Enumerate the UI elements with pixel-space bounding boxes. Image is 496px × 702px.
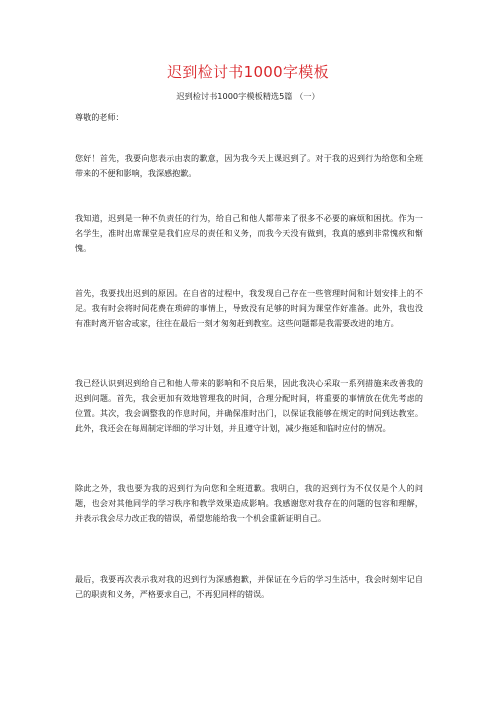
paragraph-5: 除此之外，我也要为我的迟到行为向您和全班道歉。我明白，我的迟到行为不仅仅是个人的问题，也会对其他同学的学习秩序和教学效果造成影响。我感谢您对我存在的问题的包容和理解，并表示我会尽力改正我的错误，希望您能给我一个机会重新证明自己。 <box>75 483 423 523</box>
paragraph-3: 首先，我要找出迟到的原因。在自省的过程中，我发现自己存在一些管理时间和计划安排上的不足。我有时会将时间花费在琐碎的事情上，导致没有足够的时间为课堂作好准备。此外，我也没有准时离开宿舍或家，往往在最后一刻才匆匆赶到教室。这些问题都是我需要改进的地方。 <box>75 288 423 328</box>
paragraph-2: 我知道，迟到是一种不负责任的行为，给自己和他人都带来了很多不必要的麻烦和困扰。作为一名学生，准时出席课堂是我们应尽的责任和义务，而我今天没有做到，我真的感到非常愧疚和惭愧。 <box>75 213 423 253</box>
document-subtitle: 迟到检讨书1000字模板精选5篇 （一） <box>176 91 320 101</box>
paragraph-6: 最后，我要再次表示我对我的迟到行为深感抱歉，并保证在今后的学习生活中，我会时刻牢记自己的职责和义务，严格要求自己，不再犯同样的错误。 <box>75 574 423 599</box>
document-title: 迟到检讨书1000字模板 <box>167 63 329 81</box>
salutation: 尊敬的老师： <box>75 112 124 122</box>
paragraph-4: 我已经认识到迟到给自己和他人带来的影响和不良后果，因此我决心采取一系列措施来改善我的迟到问题。首先，我会更加有效地管理我的时间，合理分配时间，将重要的事情放在优先考虑的位置。其次，我会调整我的作息时间，并确保准时出门，以保证我能够在规定的时间到达教室。此外，我还会在每周制定详细的学习计划，并且遵守计划，减少拖延和临时应付的情况。 <box>75 378 423 433</box>
paragraph-1: 您好！首先，我要向您表示由衷的歉意，因为我今天上课迟到了。对于我的迟到行为给您和全班带来的不便和影响，我深感抱歉。 <box>75 153 423 178</box>
